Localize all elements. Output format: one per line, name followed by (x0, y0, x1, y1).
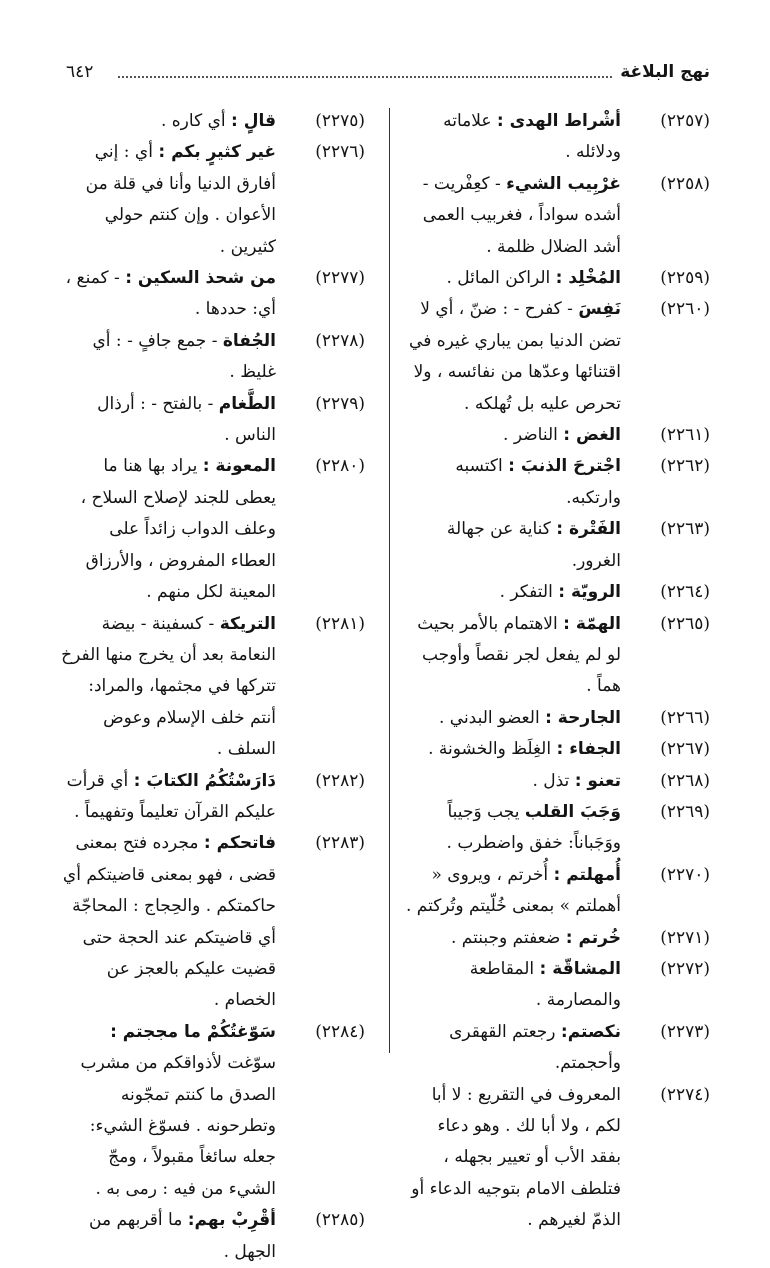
entry-number: (٢٢٨٢) (315, 770, 365, 791)
glossary-entry (405, 514, 710, 577)
entry-term: أقْرِبْ بهم: (187, 1210, 276, 1231)
entry-number: (٢٢٧٤) (660, 1084, 710, 1105)
entry-definition: سوّغت لأذواقكم من مشرب الصدق ما كنتم تمجّونه وتطرحونه . فسوّغ الشيء: جعله سائغاً مقبولاً ، ومجّ الشيء من فيه : رمى به . (80, 1053, 276, 1199)
entry-definition: المعروف في التقريع : لا أبا لكم ، ولا أبا لك . وهو دعاء بفقد الأب أو تعيير بجهله ، فتلطف الامام بتوجيه الدعاء أو الذمّ لغيرهم . (411, 1084, 621, 1231)
entry-term: التريكة (219, 613, 276, 634)
entry-definition: المقاطعة والمصارمة . (469, 958, 621, 1011)
entry-number: (٢٢٧٢) (660, 958, 710, 979)
glossary-entry (405, 797, 710, 860)
entry-number: (٢٢٧٧) (315, 268, 365, 289)
entry-term: الرويّة : (558, 582, 621, 603)
entry-definition: كناية عن جهالة الغرور. (446, 519, 621, 571)
glossary-entry (405, 106, 710, 169)
entry-definition: أي : إني أفارق الدنيا وأنا في قلة من الأعوان . وإن كنتم حولي كثيرين . (85, 142, 276, 257)
entry-definition: يراد بها هنا ما يعطى للجند لإصلاح السلاح ، وعلف الدواب زائداً على العطاء المفروض ، والأرزاق المعينة لكل منهم . (80, 456, 276, 603)
entry-definition: - كعِفْريت - أشده سواداً ، فغربيب العمى أشد الضلال ظلمة . (422, 173, 621, 257)
entry-number: (٢٢٦٦) (660, 707, 710, 728)
glossary-entry (405, 420, 710, 451)
entry-number: (٢٢٦٢) (660, 456, 710, 477)
entry-term: نكصتم: (560, 1021, 621, 1042)
entry-number: (٢٢٧٦) (315, 142, 365, 163)
entry-term: المشاقّة : (539, 958, 621, 979)
entry-number: (٢٢٨٤) (315, 1021, 365, 1042)
entry-number: (٢٢٧٠) (660, 864, 710, 885)
glossary-entry (405, 451, 710, 514)
entry-number: (٢٢٧٩) (315, 393, 365, 414)
entry-number: (٢٢٦٤) (660, 582, 710, 603)
entry-definition: مجرده فتح بمعنى قضى ، فهو بمعنى قاضيتكم أي حاكمتكم . والحِجاج : المحاجّة أي قاضيتكم عند الحجة حتى قضيت عليكم بالعجز عن الخصام . (62, 833, 276, 1011)
entry-term: وَجَبَ القلب (524, 801, 621, 822)
entry-term: الجُفاة (222, 330, 276, 351)
entry-number: (٢٢٨٣) (315, 833, 365, 854)
entry-definition: أي قرأت عليكم القرآن تعليماً وتفهيماً . (66, 770, 276, 822)
entry-term: نَفِسَ (578, 299, 621, 320)
glossary-entry (60, 766, 365, 829)
glossary-entry (405, 923, 710, 954)
entry-definition: تذل . (532, 770, 570, 791)
glossary-entry (60, 451, 365, 608)
entry-number: (٢٢٨٠) (315, 456, 365, 477)
header-dotted-leader (118, 76, 612, 78)
glossary-entry (60, 1205, 365, 1268)
entry-number: (٢٢٦٣) (660, 519, 710, 540)
entry-term: الغض : (563, 425, 621, 446)
page-number: ٦٤٢ (66, 62, 94, 82)
entry-number: (٢٢٦٩) (660, 801, 710, 822)
book-title: نهج البلاغة (620, 62, 710, 82)
entry-term: أشْراط الهدى : (496, 111, 621, 131)
glossary-column-right (405, 106, 710, 1237)
entry-term: الجارحة : (545, 707, 621, 728)
entry-definition: التفكر . (499, 582, 553, 603)
entry-term: اجْترحَ الذنبَ : (508, 456, 621, 477)
entry-number: (٢٢٥٨) (660, 173, 710, 194)
entry-term: أُمهلتم : (553, 864, 621, 885)
entry-term: خُرتم : (565, 927, 621, 948)
glossary-entry (405, 294, 710, 420)
entry-number: (٢٢٥٧) (660, 111, 710, 131)
entry-definition: اكتسبه وارتكبه. (455, 456, 621, 508)
entry-term: تعنو : (574, 770, 621, 791)
glossary-entry (405, 577, 710, 608)
entry-definition: الناضر . (503, 425, 558, 446)
entry-definition: أي كاره . (160, 111, 226, 131)
page-header (60, 62, 710, 90)
entry-term: غير كثيرٍ بكم : (158, 142, 276, 163)
entry-definition: - كمنع ، أي: حددها . (65, 268, 276, 320)
entry-number: (٢٢٦٠) (660, 299, 710, 320)
entry-term: غرْبِيب الشيء (506, 173, 621, 194)
entry-term: المعونة : (202, 456, 276, 477)
glossary-entry (60, 389, 365, 452)
glossary-entry (60, 609, 365, 766)
glossary-entry (60, 326, 365, 389)
entry-term: قالٍ : (231, 111, 276, 131)
entry-definition: الاهتمام بالأمر بحيث لو لم يفعل لجر نقصاً وأوجب هماً . (417, 613, 621, 697)
entry-number: (٢٢٦٨) (660, 770, 710, 791)
glossary-entry (60, 106, 365, 137)
entry-term: من شحذ السكين : (125, 268, 276, 289)
entry-number: (٢٢٨٥) (315, 1210, 365, 1231)
glossary-entry (405, 169, 710, 263)
entry-term: المُخْلِد : (555, 268, 621, 289)
entry-number: (٢٢٦٥) (660, 613, 710, 634)
entry-definition: - كفرح - : ضنّ ، أي لا تضن الدنيا بمن يباري غيره في اقتنائها وعدّها من نفائسه ، ولا تحرص عليه بل تُهلكه . (409, 299, 621, 414)
entry-term: الجفاء : (556, 739, 621, 760)
entry-term: الهمّة : (563, 613, 621, 634)
entry-number: (٢٢٨١) (315, 613, 365, 634)
entry-number: (٢٢٧٨) (315, 330, 365, 351)
entry-term: الفَتْرة : (556, 519, 621, 540)
entry-definition: رجعتم القهقرى وأحجمتم. (449, 1021, 621, 1074)
entry-number: (٢٢٧٣) (660, 1021, 710, 1042)
entry-definition: ما أقربهم من الجهل . (89, 1210, 276, 1262)
entry-term: سَوّغتُكُمْ ما مججتم : (110, 1021, 276, 1042)
entry-definition: - جمع جافٍ - : أي غليظ . (92, 330, 276, 383)
entry-number: (٢٢٧١) (660, 927, 710, 948)
glossary-entry (405, 703, 710, 734)
entry-definition: العضو البدني . (438, 707, 540, 728)
entry-number: (٢٢٥٩) (660, 268, 710, 289)
entry-definition: أُخرتم ، ويروى « أهملتم » بمعنى خُلّيتم وتُركتم . (405, 864, 621, 917)
entry-term: الطَّغام (218, 393, 276, 414)
glossary-entry (405, 1080, 710, 1237)
glossary-entry (405, 263, 710, 294)
entry-definition: علاماته ودلائله . (443, 111, 621, 163)
entry-number: (٢٢٦١) (660, 425, 710, 446)
entry-number: (٢٢٧٥) (315, 111, 365, 131)
entry-definition: ضعفتم وجبنتم . (451, 927, 561, 948)
glossary-entry (60, 828, 365, 1016)
entry-definition: - كسفينة - بيضة النعامة بعد أن يخرج منها الفرخ تتركها في مجثمها، والمراد: أنتم خلف الإسلام وعوض السلف . (61, 613, 276, 760)
entry-number: (٢٢٦٧) (660, 739, 710, 760)
glossary-entry (405, 860, 710, 923)
glossary-entry (60, 263, 365, 326)
glossary-entry (405, 766, 710, 797)
entry-definition: يجب وَجيباً ووَجَباناً: خفق واضطرب . (446, 801, 621, 854)
glossary-entry (60, 137, 365, 263)
glossary-entry (405, 734, 710, 765)
entry-term: فاتحكم : (203, 833, 276, 854)
glossary-entry (405, 1017, 710, 1080)
glossary-entry (405, 609, 710, 703)
entry-definition: الراكن المائل . (446, 268, 551, 289)
glossary-column-left (60, 106, 365, 1268)
glossary-entry (60, 1017, 365, 1205)
column-divider (389, 108, 390, 1053)
glossary-entry (405, 954, 710, 1017)
entry-term: دَارَسْتُكُمُ الكتابَ : (133, 770, 276, 791)
entry-definition: - بالفتح - : أرذال الناس . (97, 393, 276, 446)
entry-definition: الغِلَظ والخشونة . (428, 739, 552, 760)
